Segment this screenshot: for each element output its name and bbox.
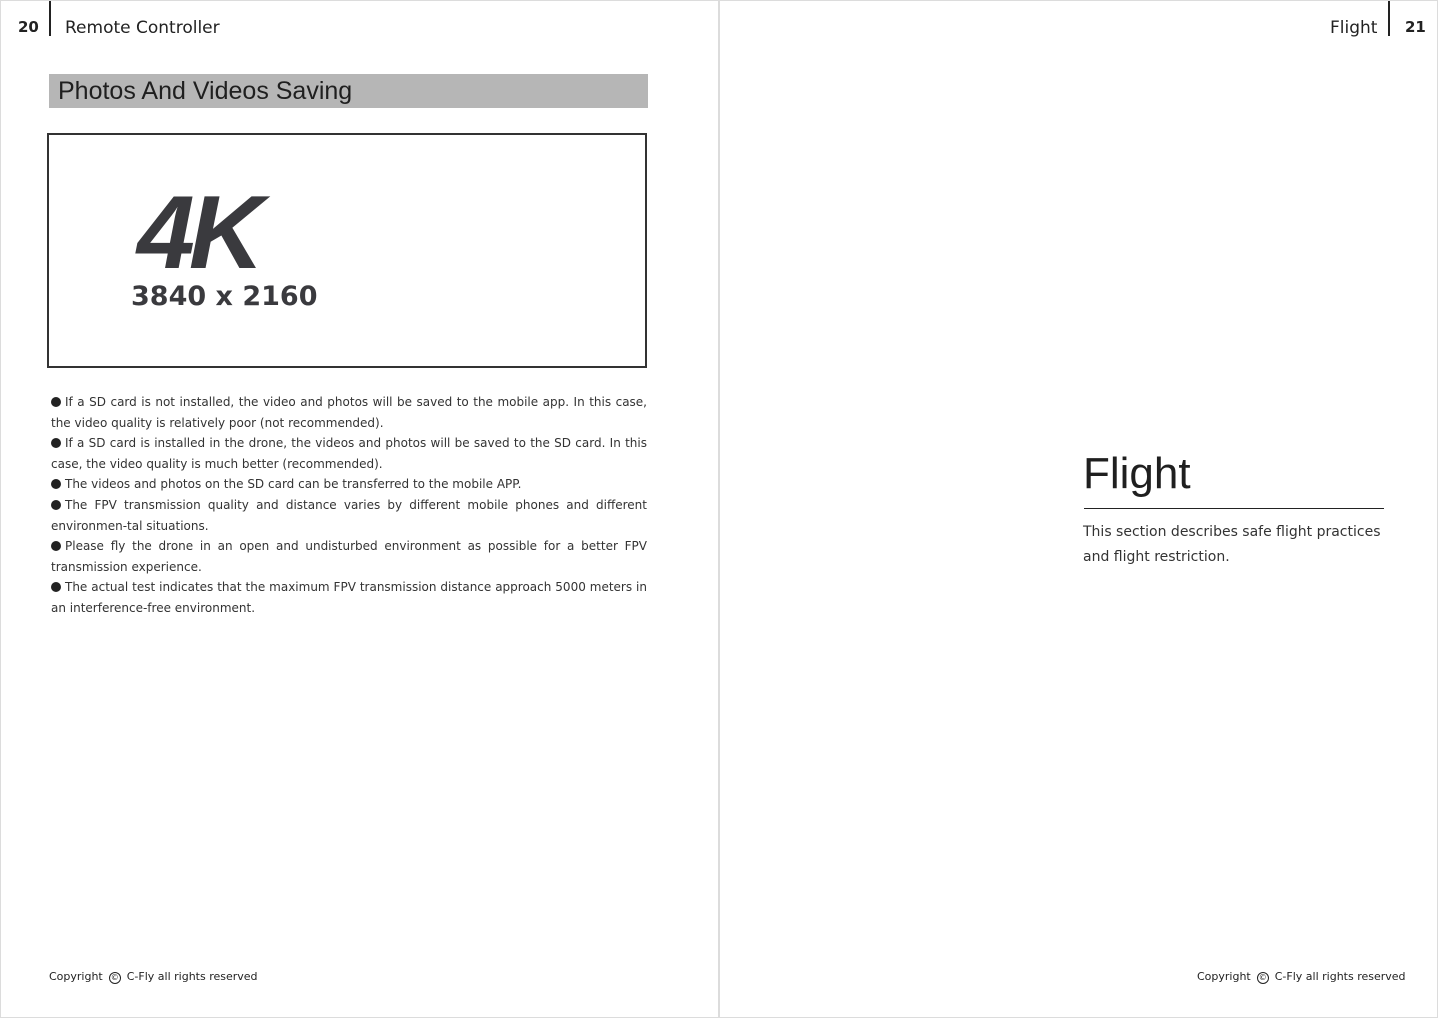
chapter-title: Flight [1083, 449, 1191, 498]
copyright-icon: © [110, 973, 119, 982]
page-footer [49, 970, 258, 984]
list-item: If a SD card is not installed, the video and photos will be saved to the mobile app. In this case, the video quality is relatively poor (not recommended). [51, 395, 647, 430]
copyright-icon: © [1258, 973, 1267, 982]
section-title-bar [49, 74, 648, 108]
bullet-icon [51, 397, 61, 407]
bullet-icon [51, 582, 61, 592]
list-item: Please fly the drone in an open and undisturbed environment as possible for a better FPV transmission experience. [51, 539, 647, 574]
list-item: If a SD card is installed in the drone, the videos and photos will be saved to the SD card. In this case, the video quality is much better (recommended). [51, 436, 647, 471]
list-item: The FPV transmission quality and distance varies by different mobile phones and different environmen-tal situations. [51, 497, 647, 533]
copyright-label: Copyright [1197, 970, 1251, 983]
list-item: The videos and photos on the SD card can be transferred to the mobile APP. [51, 474, 647, 495]
header-title: Flight [1330, 18, 1378, 38]
header-title: Remote Controller [65, 18, 220, 38]
rights-text: C-Fly all rights reserved [1274, 970, 1406, 983]
header-divider [49, 1, 51, 36]
4k-image-frame [47, 133, 647, 368]
chapter-description: This section describes safe flight practices and flight restriction. [1083, 524, 1381, 565]
page-number: 21 [1405, 18, 1426, 36]
resolution-text: 3840 x 2160 [131, 281, 318, 312]
saving-notes-list [51, 392, 647, 619]
page-footer [1197, 970, 1406, 984]
rights-text: C-Fly all rights reserved [126, 970, 258, 983]
4k-logo: 4K [137, 175, 258, 291]
list-item: The actual test indicates that the maximum FPV transmission distance approach 5000 meters in an interference-free environment. [51, 580, 647, 615]
bullet-icon [51, 479, 61, 489]
page-number: 20 [18, 18, 39, 36]
bullet-icon [51, 541, 61, 551]
bullet-icon [51, 500, 61, 510]
chapter-divider [1084, 508, 1384, 509]
section-title: Photos And Videos Saving [58, 77, 353, 105]
header-divider [1388, 1, 1390, 36]
bullet-icon [51, 438, 61, 448]
copyright-label: Copyright [49, 970, 103, 983]
right-page [719, 0, 1438, 1018]
left-page [0, 0, 719, 1018]
